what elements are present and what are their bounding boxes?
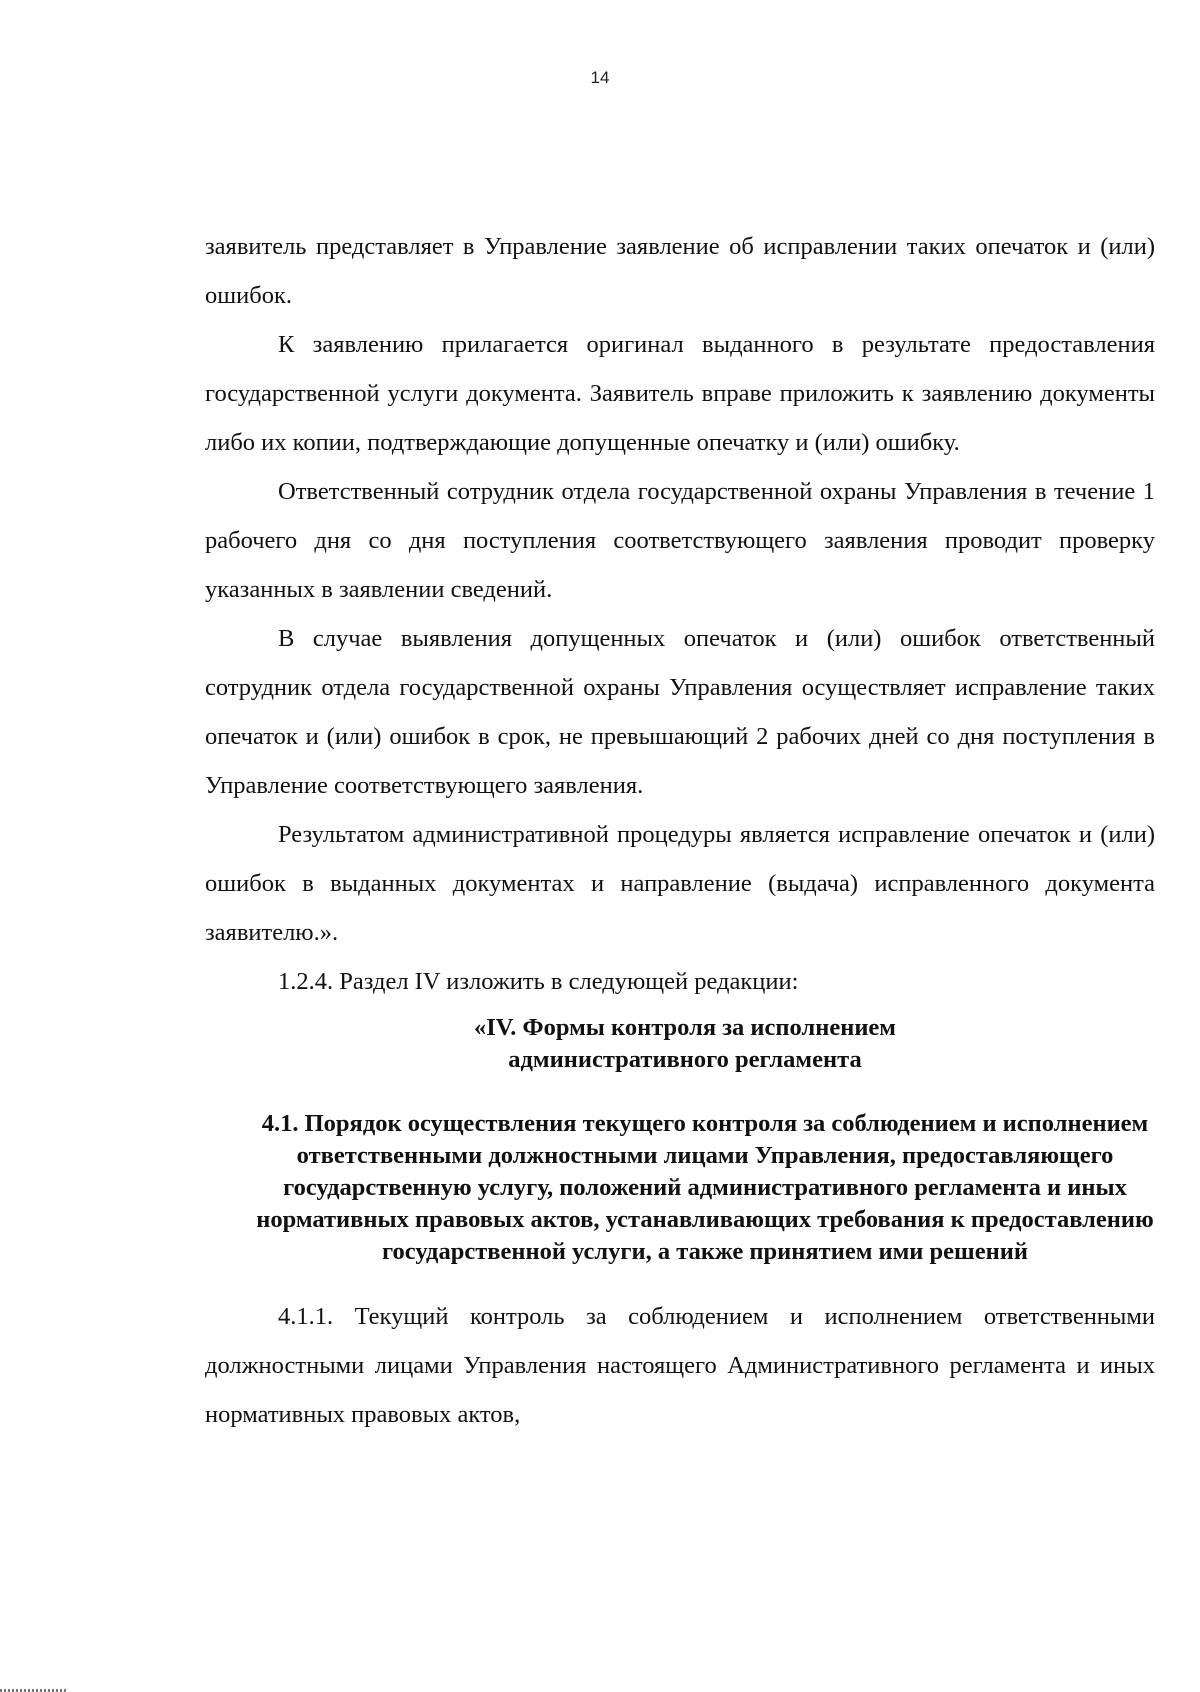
paragraph-attachment: К заявлению прилагается оригинал выданного в результате предоставления государственной услуги документа. Заявитель вправе приложить к заявлению документы либо их копии, подтверждающие допущенные опечатку и (или) ошибку. xyxy=(205,331,1155,456)
document-body xyxy=(205,222,1155,1439)
paragraph-continuation: заявитель представляет в Управление заявление об исправлении таких опечаток и (или) ошибок. xyxy=(205,233,1155,309)
paragraph-section-amendment: 1.2.4. Раздел IV изложить в следующей редакции: xyxy=(278,968,799,995)
paragraph-result: Результатом административной процедуры является исправление опечаток и (или) ошибок в выданных документах и направление (выдача) исправленного документа заявителю.». xyxy=(205,821,1155,946)
paragraph-current-control: 4.1.1. Текущий контроль за соблюдением и исполнением ответственными должностными лицами Управления настоящего Административного регламента и иных нормативных правовых актов, xyxy=(205,1303,1155,1428)
paragraph-verification: Ответственный сотрудник отдела государственной охраны Управления в течение 1 рабочего дня со дня поступления соответствующего заявления проводит проверку указанных в заявлении сведений. xyxy=(205,478,1155,603)
section-heading: «IV. Формы контроля за исполнением административного регламента xyxy=(473,1014,896,1073)
paragraph-correction: В случае выявления допущенных опечаток и (или) ошибок ответственный сотрудник отдела государственной охраны Управления осуществляет исправление таких опечаток и (или) ошибок в срок, не превышающий 2 рабочих дней со дня поступления в Управление соответствующего заявления. xyxy=(205,625,1155,799)
subsection-heading: 4.1. Порядок осуществления текущего контроля за соблюдением и исполнением ответственными должностными лицами Управления, предоставляющего государственную услугу, положений административного регламента и иных нормативных правовых актов, устанавливающих требования к предоставлению государственной услуги, а также принятием ими решений xyxy=(256,1110,1154,1265)
page-number: 14 xyxy=(590,68,610,87)
